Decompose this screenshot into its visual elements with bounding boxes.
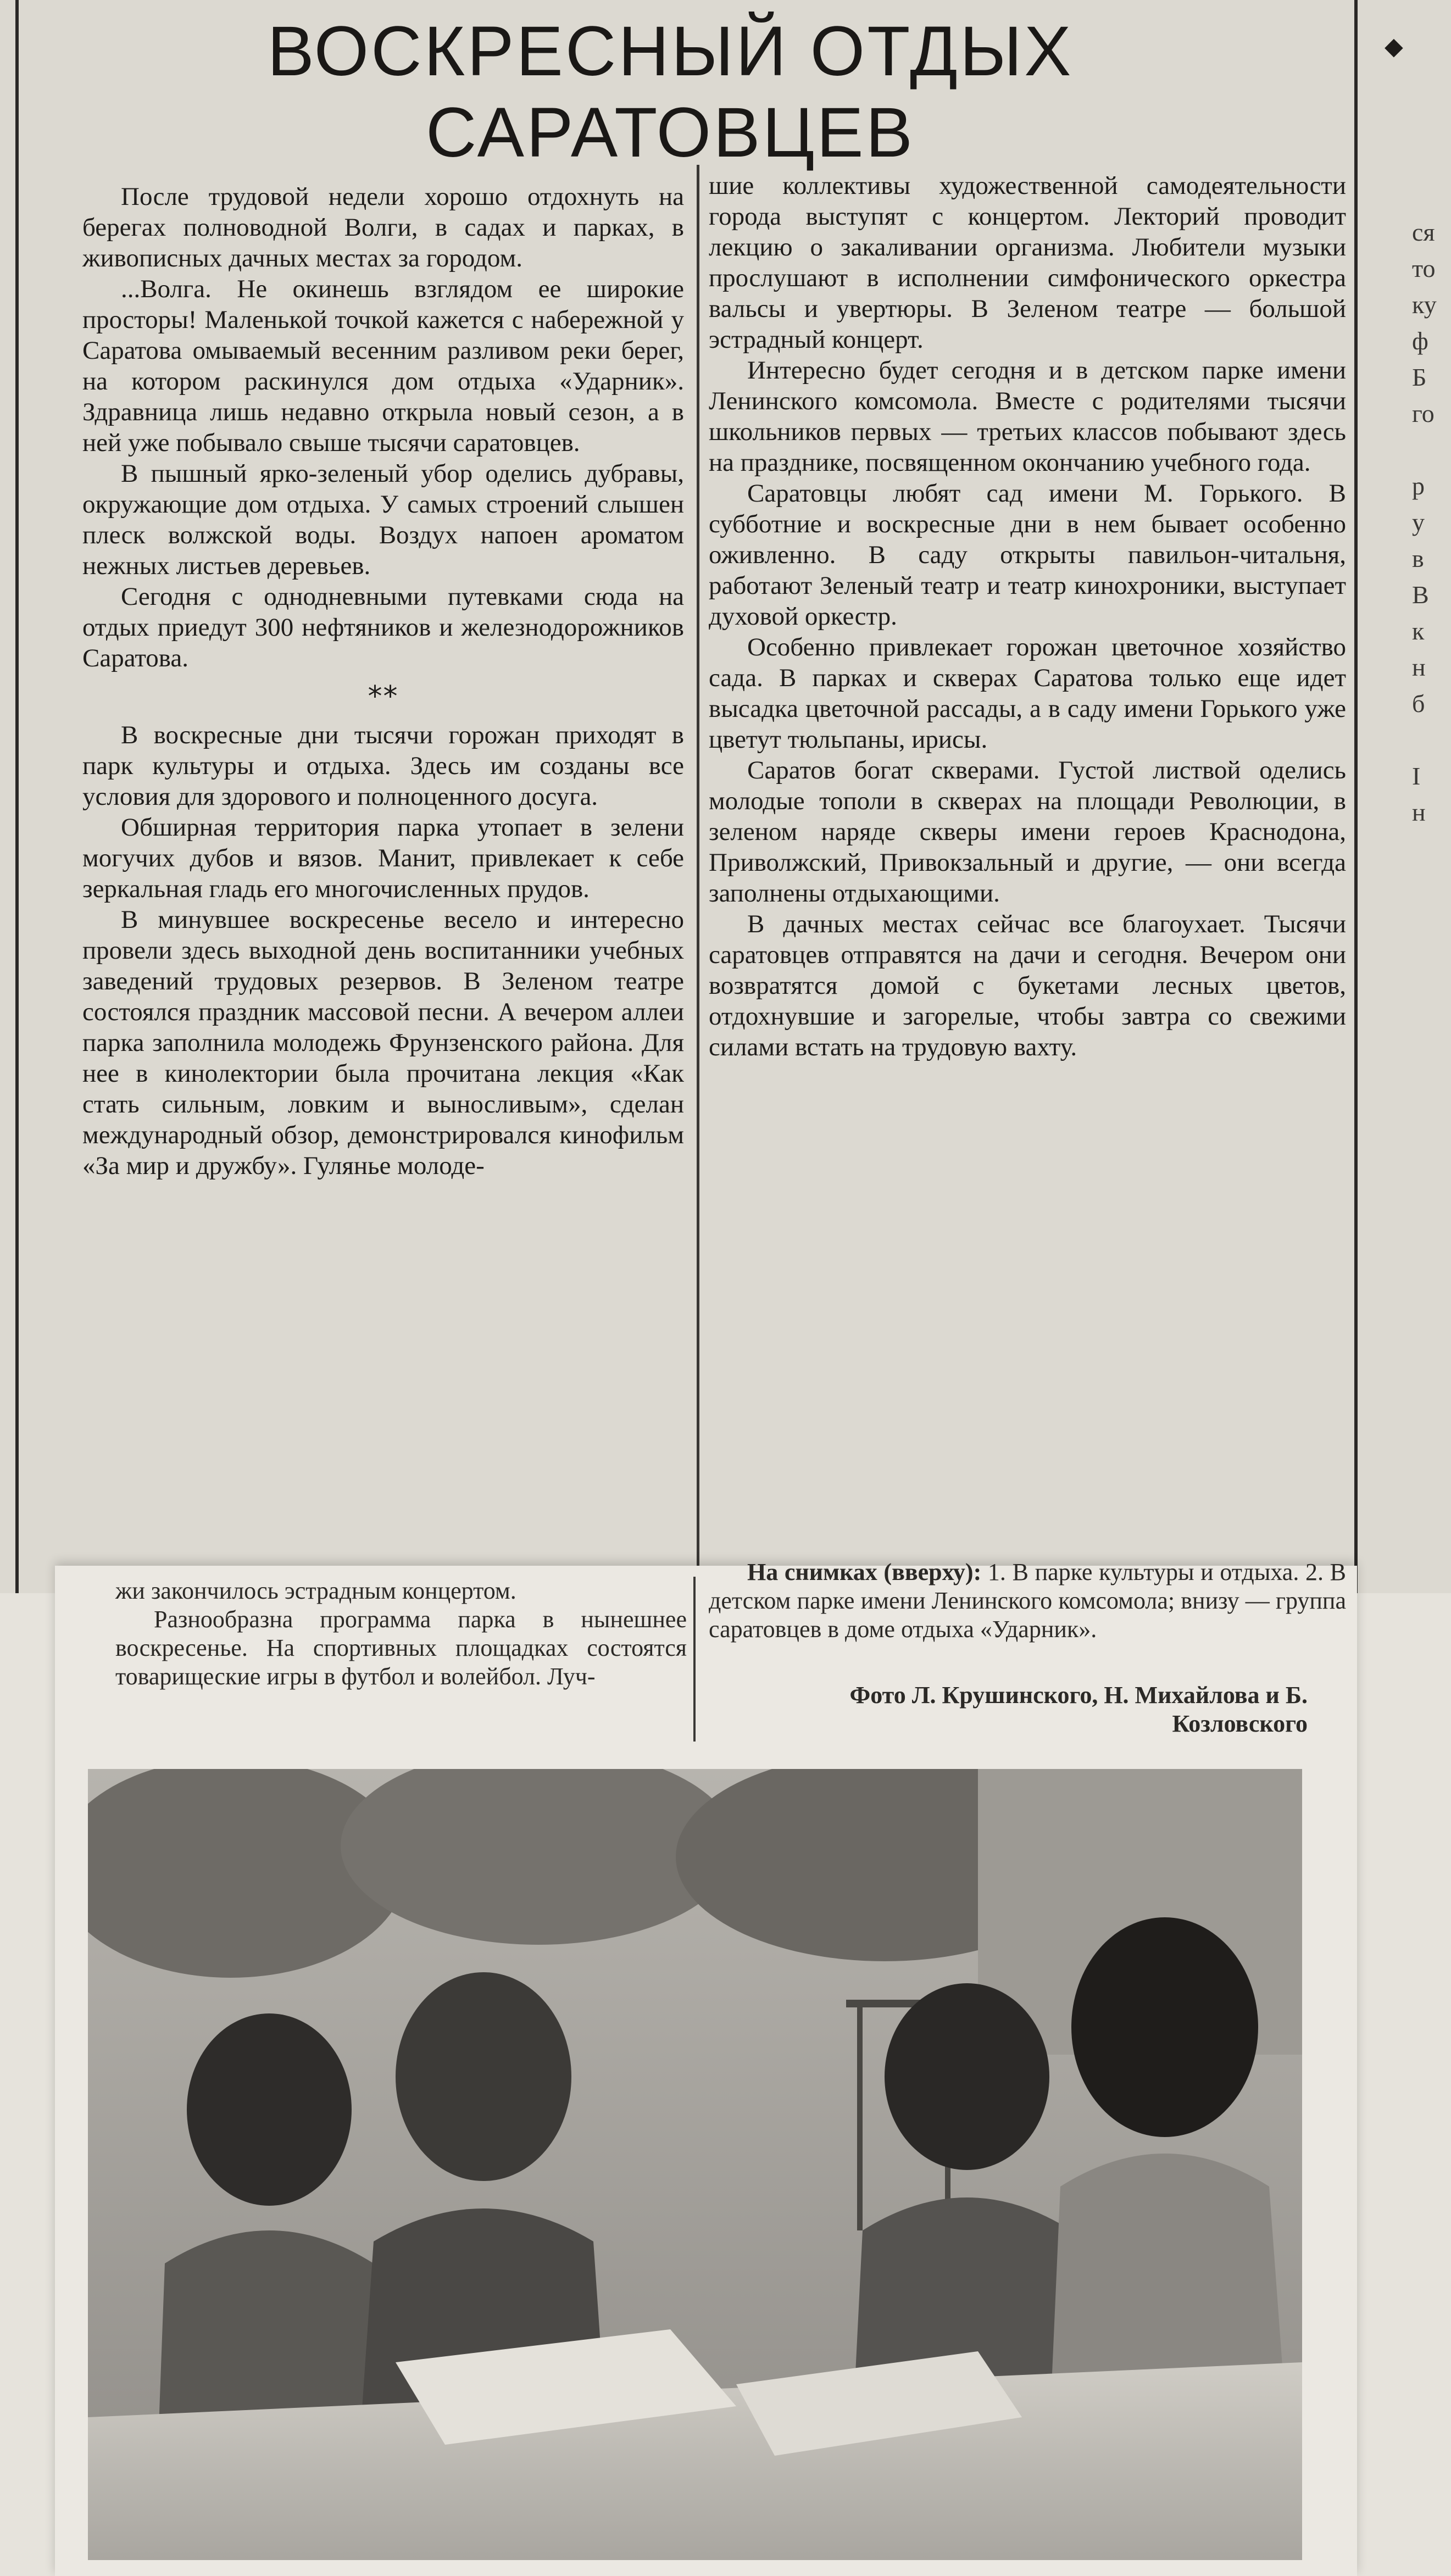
paragraph: В дачных местах сейчас все благоухает. Тысячи саратовцев отправятся на дачи и сегодня. Вечером они возвратятся домой с букетами лесных цветов, отдохнувшие и загорелые, чтобы завтра со свежими силами встать на трудовую вахту. bbox=[709, 910, 1346, 1061]
left-column-rule bbox=[15, 0, 19, 1593]
paragraph: В воскресные дни тысячи горожан приходят в парк культуры и отдыха. Здесь им созданы все условия для здорового и полноценного досуга. bbox=[82, 721, 684, 811]
group-photo-image bbox=[88, 1769, 1302, 2560]
caption-body: 1. В парке культуры и отдыха. 2. В детском парке имени Ленинского комсомола; внизу — группа саратовцев в доме отдыха «Ударник». bbox=[709, 1559, 1346, 1643]
article-left-column bbox=[82, 181, 684, 1181]
paragraph: Саратовцы любят сад имени М. Горького. В субботние и воскресные дни в нем бывает особенно оживленно. В саду открыты павильон-читальня, работают Зеленый театр и театр кинохроники, выступает духовой оркестр. bbox=[709, 479, 1346, 631]
caption-text bbox=[709, 1558, 1346, 1644]
right-column-rule bbox=[1354, 0, 1358, 1593]
paragraph: В минувшее воскресенье весело и интересно провели здесь выходной день воспитанники учебных заведений трудовых резервов. В Зеленом театре состоялся праздник массовой песни. А вечером аллеи парка заполнила молодежь Фрунзенского района. Для нее в кинолектории была прочитана лекция «Как стать сильным, ловким и выносливым», сделан международный обзор, демонстрировался кинофильм «За мир и дружбу». Гулянье молоде- bbox=[82, 905, 684, 1180]
paragraph: В пышный ярко-зеленый убор оделись дубравы, окружающие дом отдыха. У самых строений слышен плеск волжской воды. Воздух напоен ароматом нежных листьев деревьев. bbox=[82, 459, 684, 580]
paragraph: После трудовой недели хорошо отдохнуть на берегах полноводной Волги, в садах и парках, в живописных дачных местах за городом. bbox=[82, 182, 684, 272]
article-right-column bbox=[709, 170, 1346, 1062]
paragraph: Особенно привлекает горожан цветочное хозяйство сада. В парках и скверах Саратова только еще идет высадка цветочной рассады, а в саду имени Горького уже цветут тюльпаны, ирисы. bbox=[709, 633, 1346, 754]
paragraph: Саратов богат скверами. Густой листвой оделись молодые тополи в скверах на площади Революции, в зеленом наряде скверы имени героев Краснодона, Приволжский, Привокзальный и другие, — они всегда заполнены отдыхающими. bbox=[709, 756, 1346, 908]
column-divider bbox=[697, 165, 699, 1747]
photo-credit: Фото Л. Крушинского, Н. Михайлова и Б. Козловского bbox=[849, 1682, 1308, 1737]
paragraph: шие коллективы художественной самодеятельности города выступят с концертом. Лекторий проводит лекцию о закаливании организма. Любители музыки прослушают в исполнении симфонического оркестра вальсы и увертюры. В Зеленом театре — большой эстрадный концерт. bbox=[709, 171, 1346, 354]
paragraph: жи закончилось эстрадным концертом. bbox=[115, 1577, 516, 1604]
column-divider-bottom bbox=[693, 1577, 696, 1742]
paragraph: Сегодня с однодневными путевками сюда на отдых приедут 300 нефтяников и железнодорожников Саратова. bbox=[82, 582, 684, 672]
paragraph: Обширная территория парка утопает в зелени могучих дубов и вязов. Манит, привлекает к себе зеркальная гладь его многочисленных прудов. bbox=[82, 813, 684, 903]
group-photo bbox=[88, 1769, 1302, 2560]
adjacent-column-fragment bbox=[1396, 0, 1451, 1593]
paragraph: Разнообразна программа парка в нынешнее воскресенье. На спортивных площадках состоятся товарищеские игры в футбол и волейбол. Луч- bbox=[115, 1606, 687, 1690]
photo-caption bbox=[709, 1558, 1346, 1644]
article-headline: ВОСКРЕСНЫЙ ОТДЫХ САРАТОВЦЕВ bbox=[267, 12, 1074, 172]
adjacent-column-text: ся то ку ф Б го р у в В к н б I н bbox=[1412, 218, 1437, 826]
diamond-icon: ◆ bbox=[1385, 32, 1403, 60]
paragraph: ...Волга. Не окинешь взглядом ее широкие просторы! Маленькой точкой кажется с набережной у Саратова омываемый весенним разливом реки берег, на котором раскинулся дом отдыха «Ударник». Здравница лишь недавно открыла новый сезон, а в ней уже побывало свыше тысячи саратовцев. bbox=[82, 275, 684, 457]
article-left-column-continuation bbox=[115, 1577, 687, 1691]
paragraph: Интересно будет сегодня и в детском парке имени Ленинского комсомола. Вместе с родителями тысячи школьников первых — третьих классов побывают здесь на празднике, посвященном окончанию учебного года. bbox=[709, 356, 1346, 477]
section-divider: ** bbox=[368, 680, 399, 713]
caption-lead: На снимках (вверху): bbox=[747, 1559, 982, 1585]
